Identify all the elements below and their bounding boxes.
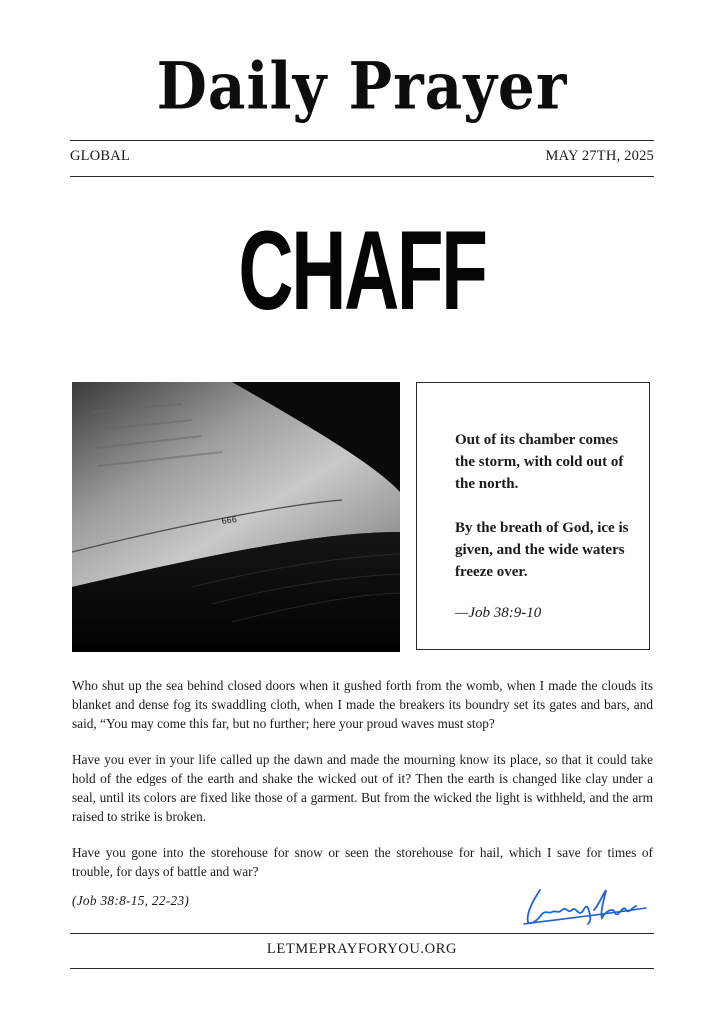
quote-stanza-2: By the breath of God, ice is given, and the wide waters freeze over. <box>455 520 629 580</box>
headline: CHAFF <box>238 206 486 334</box>
open-book-image <box>72 382 400 652</box>
quote-citation: —Job 38:9-10 <box>455 605 542 621</box>
scripture-reference: (Job 38:8-15, 22-23) <box>72 893 190 908</box>
scripture-quote-box <box>416 382 650 650</box>
scripture-body <box>72 676 653 898</box>
signature <box>522 884 650 928</box>
footer-bottom-divider <box>70 968 654 969</box>
footer-top-divider <box>70 933 654 934</box>
dateline <box>70 148 654 165</box>
body-paragraph: Have you ever in your life called up the dawn and made the mourning know its place, so that it could take hold of the edges of the earth and shake the wicked out of it? Then the earth is changed like clay under a seal, until its colors are fixed like those of a garment. But from the wicked the light is withheld, and the arm raised to strike is broken. <box>72 752 653 824</box>
dateline-region: GLOBAL <box>70 148 131 164</box>
dateline-date: MAY 27TH, 2025 <box>545 148 654 164</box>
body-paragraph: Who shut up the sea behind closed doors when it gushed forth from the womb, when I made the clouds its blanket and dense fog its swaddling cloth, when I made the breakers its boundry set its gates and bars, and said, “You may come this far, but no further; here your proud waves must stop? <box>72 678 653 731</box>
quote-stanza-1: Out of its chamber comes the storm, with cold out of the north. <box>455 432 624 492</box>
photo-page-number: 666 <box>221 514 238 526</box>
body-paragraph: Have you gone into the storehouse for snow or seen the storehouse for hail, which I save for times of trouble, for days of battle and war? <box>72 845 653 879</box>
top-divider <box>70 140 654 141</box>
footer-website-link[interactable]: LETMEPRAYFORYOU.ORG <box>266 941 458 957</box>
dateline-divider <box>70 176 654 177</box>
bible-photo <box>72 382 400 652</box>
masthead-title: Daily Prayer <box>156 47 568 125</box>
